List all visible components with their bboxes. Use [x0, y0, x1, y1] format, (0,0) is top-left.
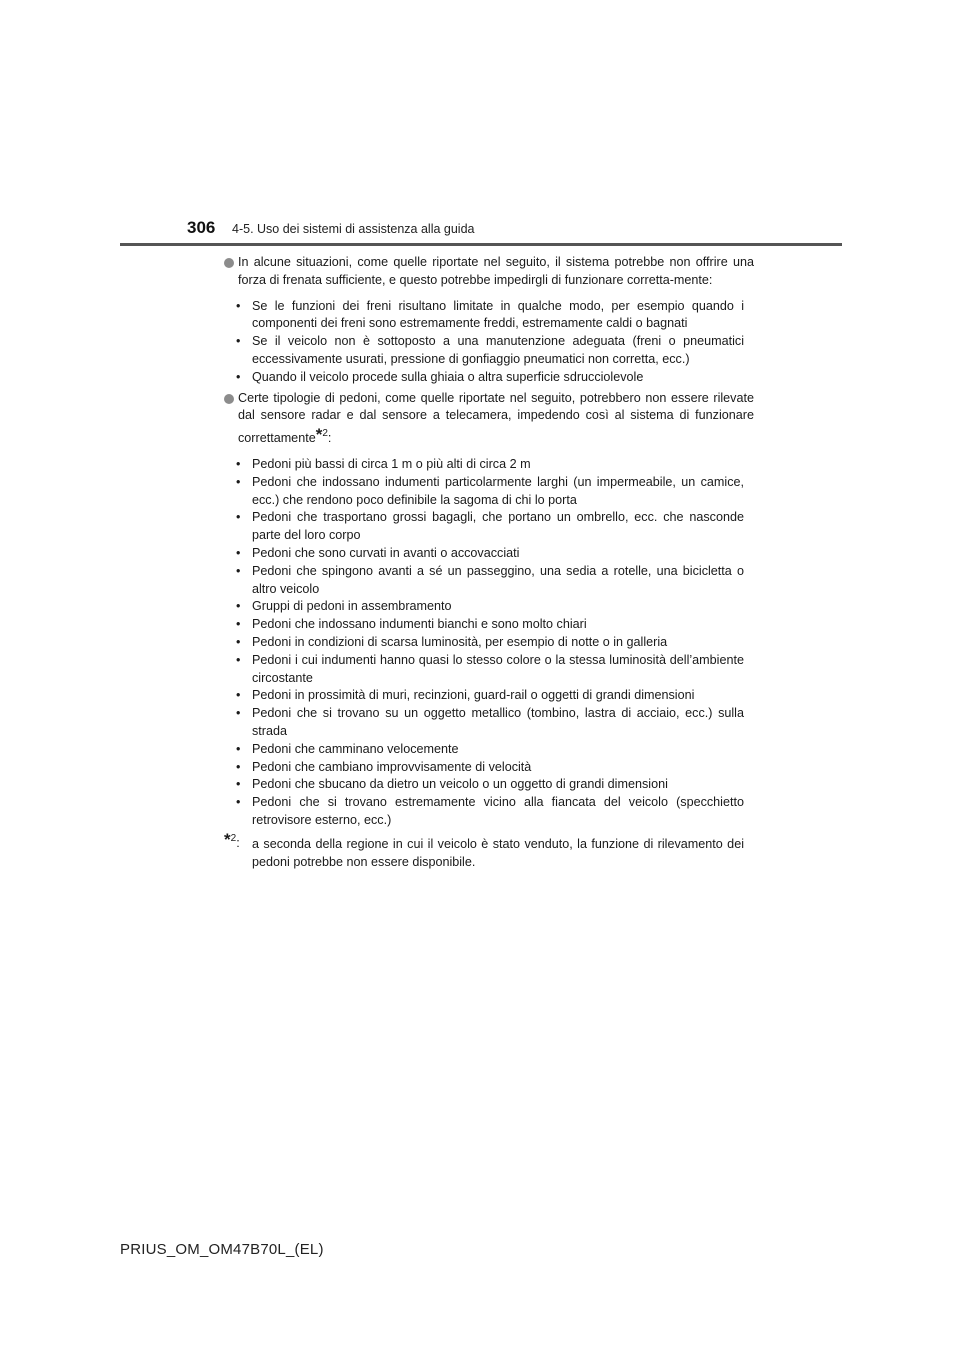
list-item: • Pedoni che cambiano improvvisamente di velocità	[222, 759, 754, 777]
bullet-mark-icon: •	[236, 599, 241, 614]
bullet-mark-icon: •	[236, 688, 241, 703]
bullet-mark-icon: •	[236, 510, 241, 525]
page-number: 306	[187, 218, 216, 237]
sub-list-pedestrians	[222, 456, 754, 830]
footnote	[222, 829, 754, 872]
footnote-number: 2	[322, 428, 328, 440]
list-item: • Pedoni i cui indumenti hanno quasi lo stesso colore o la stessa luminosità dell’ambiente circostante	[236, 652, 744, 685]
list-item: • Pedoni che si trovano su un oggetto metallico (tombino, lastra di acciaio, ecc.) sulla strada	[236, 706, 744, 738]
bullet-text: Certe tipologie di pedoni, come quelle riportate nel seguito, potrebbero non essere rilevate dal sensore radar e dal sensore a telecamera, impedendo così al sistema di funzionare correttamente	[238, 390, 754, 446]
list-item: • Pedoni che sono curvati in avanti o accovacciati	[222, 545, 754, 563]
bullet-braking-conditions	[222, 254, 754, 290]
footnote-text: a seconda della regione in cui il veicolo è stato venduto, la funzione di rilevamento dei pedoni potrebbe non essere disponibile.	[252, 836, 744, 869]
page-content	[222, 254, 754, 871]
bullet-mark-icon: •	[236, 741, 241, 756]
bullet-mark-icon: •	[236, 474, 241, 489]
footnote-number: 2	[230, 832, 237, 844]
bullet-dot-icon	[224, 394, 234, 404]
bullet-mark-icon: •	[236, 334, 241, 349]
footnote-ref: *$^2$:	[224, 829, 240, 850]
footnote-star: *	[224, 829, 231, 849]
list-item: • Pedoni che indossano indumenti particolarmente larghi (un impermeabile, un camice, ecc.) che rendono poco definibile la sagoma di chi lo porta	[236, 474, 744, 507]
section-title: 4-5. Uso dei sistemi di assistenza alla guida	[232, 222, 475, 236]
bullet-dot-icon	[224, 258, 234, 268]
bullet-mark-icon: •	[236, 652, 241, 667]
bullet-pedestrian-types: Certe tipologie di pedoni, come quelle riportate nel seguito, potrebbero non essere rilevate dal sensore radar e dal sensore a telecamera, impedendo così al sistema di funzionare correttamente*$^2$:	[222, 390, 754, 448]
bullet-mark-icon: •	[236, 617, 241, 632]
list-item: • Pedoni che camminano velocemente	[222, 741, 754, 759]
list-item: • Pedoni più bassi di circa 1 m o più alti di circa 2 m	[222, 456, 754, 474]
document-code: PRIUS_OM_OM47B70L_(EL)	[120, 1241, 324, 1258]
bullet-mark-icon: •	[236, 298, 241, 313]
bullet-mark-icon: •	[236, 545, 241, 560]
bullet-mark-icon: •	[236, 634, 241, 649]
header-divider	[120, 243, 842, 246]
list-item: • Pedoni in condizioni di scarsa luminosità, per esempio di notte o in galleria	[222, 634, 754, 652]
list-item: • Pedoni che spingono avanti a sé un passeggino, una sedia a rotelle, una bicicletta o altro veicolo	[236, 563, 744, 596]
list-item: • Pedoni in prossimità di muri, recinzioni, guard-rail o oggetti di grandi dimensioni	[222, 687, 754, 705]
bullet-mark-icon: •	[236, 563, 241, 578]
bullet-mark-icon: •	[236, 456, 241, 471]
bullet-mark-icon: •	[236, 759, 241, 774]
list-item: • Pedoni che indossano indumenti bianchi e sono molto chiari	[222, 616, 754, 634]
list-item: • Se il veicolo non è sottoposto a una manutenzione adeguata (freni o pneumatici eccessivamente usurati, pressione di gonfiaggio pneumatici non corretta, ecc.)	[236, 334, 744, 366]
list-item: • Gruppi di pedoni in assembramento	[222, 598, 754, 616]
bullet-text: In alcune situazioni, come quelle riportate nel seguito, il sistema potrebbe non offrire una forza di frenata sufficiente, e questo potrebbe impedirgli di funzionare corretta-mente:	[238, 255, 754, 287]
bullet-mark-icon: •	[236, 777, 241, 792]
footnote-star: *	[315, 425, 323, 445]
bullet-mark-icon: •	[236, 706, 241, 721]
list-item: • Quando il veicolo procede sulla ghiaia o altra superficie sdrucciolevole	[222, 369, 754, 387]
list-item: • Pedoni che si trovano estremamente vicino alla fiancata del veicolo (specchietto retrovisore esterno, ecc.)	[236, 795, 744, 827]
list-item: • Pedoni che sbucano da dietro un veicolo o un oggetto di grandi dimensioni	[222, 776, 754, 794]
list-item: • Se le funzioni dei freni risultano limitate in qualche modo, per esempio quando i componenti dei freni sono estremamente freddi, estremamente caldi o bagnati	[236, 298, 744, 331]
bullet-mark-icon: •	[236, 795, 241, 810]
bullet-mark-icon: •	[236, 369, 241, 384]
list-item: • Pedoni che trasportano grossi bagagli, che portano un ombrello, ecc. che nasconde parte del loro corpo	[236, 510, 744, 543]
sub-list-braking	[222, 298, 754, 387]
